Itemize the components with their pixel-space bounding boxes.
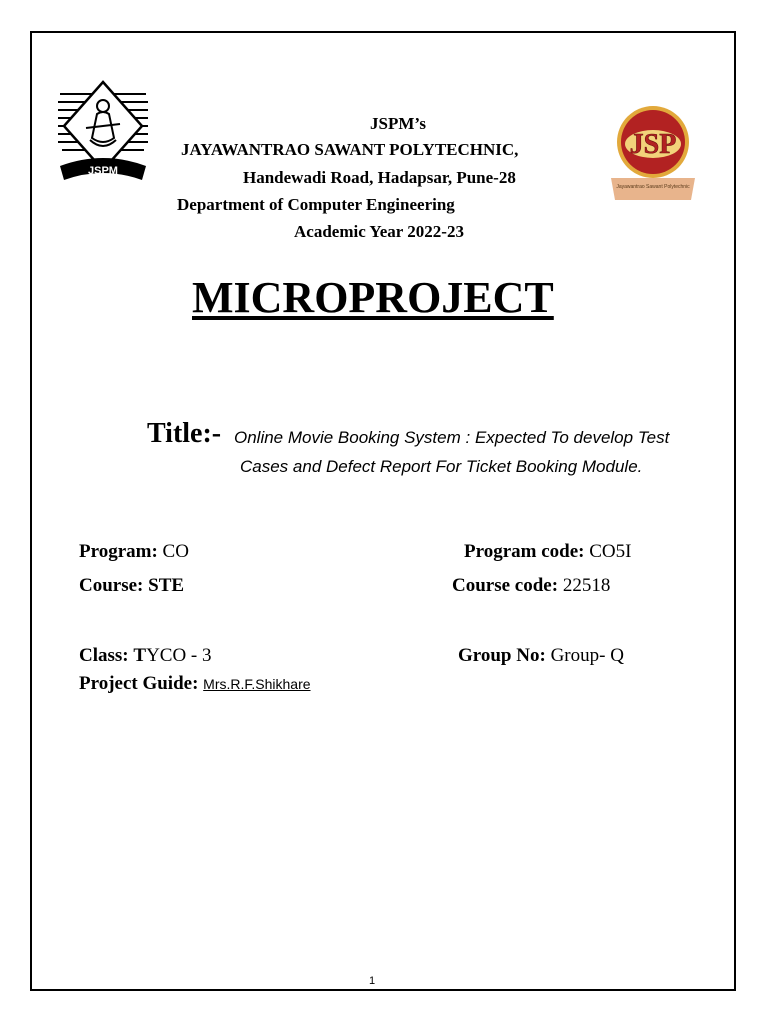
header-department: Department of Computer Engineering (177, 195, 455, 214)
course-code-value: 22518 (562, 575, 611, 596)
document-title: MICROPROJECT (192, 273, 554, 322)
header-institute-name: JAYAWANTRAO SAWANT POLYTECHNIC, (181, 140, 519, 159)
course-field: Course: STE (79, 575, 185, 596)
svg-text:JSP: JSP (629, 129, 677, 160)
project-title-label: Title:- (147, 418, 222, 449)
svg-text:JSPM: JSPM (88, 165, 118, 177)
jsp-logo-icon (607, 104, 699, 204)
program-label: Program: (79, 541, 158, 562)
project-guide-value: Mrs.R.F.Shikhare (203, 676, 311, 692)
course-code-field (452, 575, 610, 597)
header-line-jspm: JSPM’s (370, 114, 427, 133)
project-guide-label: Project Guide: (79, 673, 199, 694)
program-field (79, 541, 189, 563)
project-title-line2: Cases and Defect Report For Ticket Booking Module. (240, 457, 643, 476)
header-address: Handewadi Road, Hadapsar, Pune-28 (243, 168, 516, 187)
group-value: Group- Q (550, 645, 624, 666)
course-code-label: Course code: (452, 575, 559, 596)
header-academic-year: Academic Year 2022-23 (294, 222, 464, 241)
project-guide-field (79, 673, 311, 695)
class-value-rest: YCO - 3 (146, 645, 212, 666)
group-label: Group No: (458, 645, 546, 666)
jspm-logo-icon (56, 80, 150, 188)
program-code-label: Program code: (464, 541, 585, 562)
program-code-value: CO5I (589, 541, 632, 562)
group-field (458, 645, 624, 667)
class-value-t: T (133, 645, 147, 666)
page-number: 1 (369, 975, 376, 987)
svg-text:Jayawantrao Sawant Polytechnic: Jayawantrao Sawant Polytechnic (616, 184, 690, 190)
program-code-field (464, 541, 631, 563)
class-label: Class: (79, 645, 129, 666)
project-title-line1: Online Movie Booking System : Expected To develop Test (234, 428, 670, 447)
program-value: CO (162, 541, 189, 562)
class-field (79, 645, 212, 667)
